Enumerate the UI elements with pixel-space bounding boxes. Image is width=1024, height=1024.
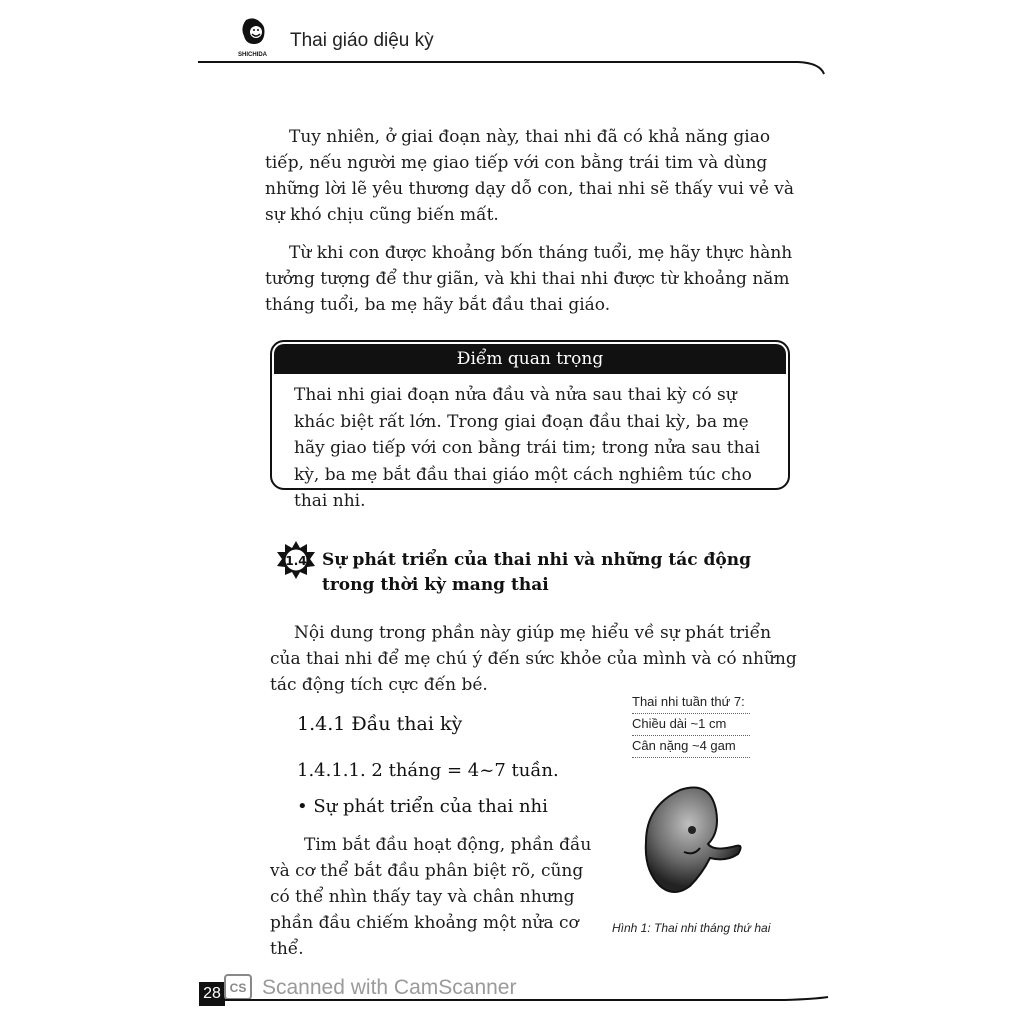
section-number: 1.4: [285, 554, 307, 568]
section-title: Sự phát triển của thai nhi và những tác động trong thời kỳ mang thai: [322, 550, 751, 595]
shichida-logo: [236, 16, 272, 60]
key-point-box: [270, 340, 790, 511]
bullet-heading: [297, 796, 548, 817]
key-point-text: Thai nhi giai đoạn nửa đầu và nửa sau thai kỳ có sự khác biệt rất lớn. Trong giai đoạn đầu thai kỳ, ba mẹ hãy giao tiếp với con bằng trái tim; trong nửa sau thai kỳ, ba mẹ bắt đầu thai giáo một cách nghiêm túc cho thai nhi.: [294, 385, 761, 511]
page-number: 28: [199, 982, 225, 1006]
section-intro: [270, 620, 800, 698]
fetus-info-week: Thai nhi tuần thứ 7:: [632, 692, 750, 714]
bullet-paragraph-text: Tim bắt đầu hoạt động, phần đầu và cơ thể bắt đầu phân biệt rõ, cũng có thể nhìn thấy tay và chân nhưng phần đầu chiếm khoảng một nửa cơ thể.: [270, 835, 592, 959]
footer-rule: [225, 996, 828, 1002]
fetus-info: [632, 692, 762, 758]
figure-caption: Hình 1: Thai nhi tháng thứ hai: [612, 921, 771, 935]
fetus-info-length: Chiều dài ~1 cm: [632, 714, 750, 736]
section-intro-text: Nội dung trong phần này giúp mẹ hiểu về sự phát triển của thai nhi để mẹ chú ý đến sức khỏe của mình và có những tác động tích cực đến bé.: [270, 623, 797, 695]
paragraph-2-text: Từ khi con được khoảng bốn tháng tuổi, mẹ hãy thực hành tưởng tượng để thư giãn, và khi thai nhi được từ khoảng năm tháng tuổi, ba mẹ hãy bắt đầu thai giáo.: [265, 243, 793, 315]
paragraph-1: [265, 124, 805, 228]
section-number-badge: [276, 540, 316, 580]
cs-label: CS: [229, 981, 247, 995]
key-point-title: Điểm quan trọng: [274, 344, 786, 374]
sub-subsection-heading: 1.4.1.1. 2 tháng = 4~7 tuần.: [297, 760, 559, 781]
fetus-info-weight: Cân nặng ~4 gam: [632, 736, 750, 758]
bullet-paragraph: [270, 832, 600, 962]
running-header-title: Thai giáo diệu kỳ: [290, 30, 434, 51]
logo-text: SHICHIDA: [238, 52, 268, 58]
fetus-illustration: [640, 782, 750, 900]
bullet-icon: •: [297, 796, 314, 817]
paragraph-2: [265, 240, 805, 318]
header-rule: [198, 60, 828, 80]
subsection-heading: 1.4.1 Đầu thai kỳ: [297, 713, 463, 735]
bullet-heading-text: Sự phát triển của thai nhi: [313, 796, 548, 817]
paragraph-1-text: Tuy nhiên, ở giai đoạn này, thai nhi đã có khả năng giao tiếp, nếu người mẹ giao tiếp với con bằng trái tim và dùng những lời lẽ yêu thương dạy dỗ con, thai nhi sẽ thấy vui vẻ và sự khó chịu cũng biến mất.: [265, 127, 795, 225]
camscanner-watermark: Scanned with CamScanner: [262, 976, 517, 999]
